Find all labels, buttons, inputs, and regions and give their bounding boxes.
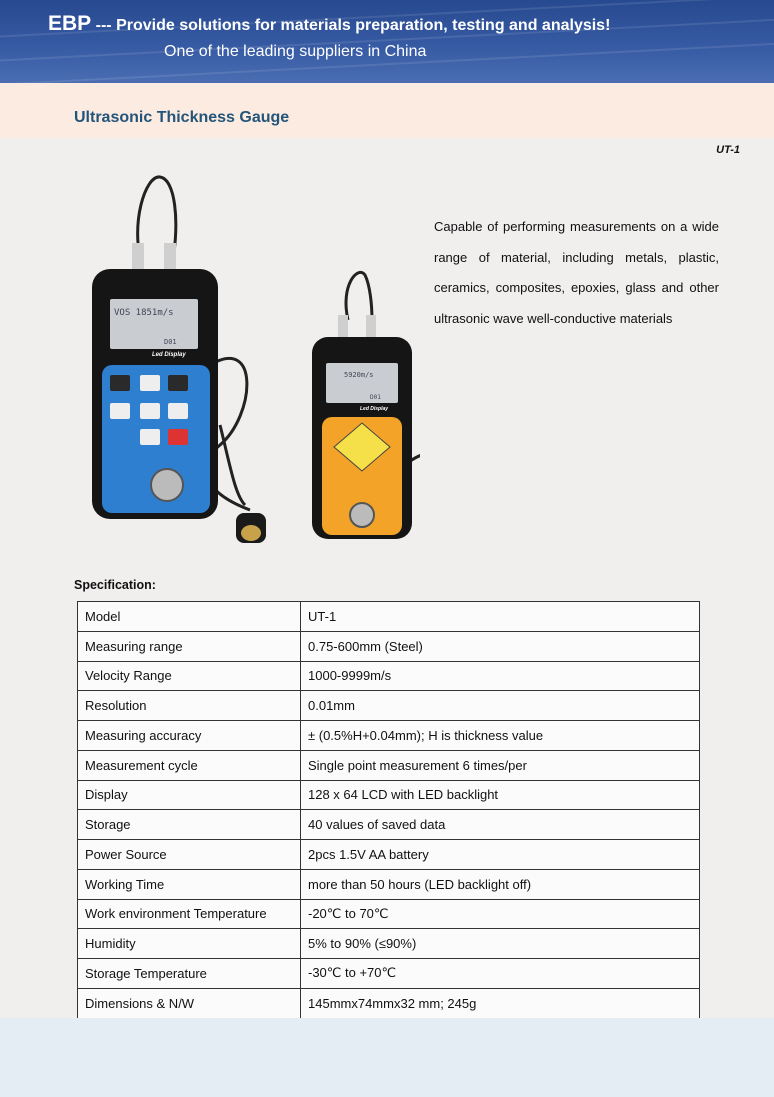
spec-value: 2pcs 1.5V AA battery [301, 840, 700, 870]
spec-value: 40 values of saved data [301, 810, 700, 840]
spec-value: 145mmx74mmx32 mm; 245g [301, 988, 700, 1018]
spec-key: Storage Temperature [78, 959, 301, 989]
spec-key: Measurement cycle [78, 750, 301, 780]
connector [366, 315, 376, 339]
blue-gauge-display [110, 299, 198, 349]
spec-table [77, 601, 700, 1019]
connector [164, 243, 176, 269]
spec-value: 1000-9999m/s [301, 661, 700, 691]
table-row [78, 691, 700, 721]
probe-face [241, 525, 261, 541]
table-row [78, 840, 700, 870]
orange-display-text: 5920m/s [344, 371, 374, 379]
key-cal [140, 403, 160, 419]
product-photo [60, 165, 420, 555]
blue-display-text: VOS 1851m/s [114, 308, 174, 318]
table-row [78, 661, 700, 691]
key-back [168, 375, 188, 391]
table-row [78, 929, 700, 959]
table-row [78, 899, 700, 929]
footer-band [0, 1018, 774, 1097]
spec-key: Working Time [78, 869, 301, 899]
spec-key: Measuring accuracy [78, 721, 301, 751]
brand-tagline: --- Provide solutions for materials preparation, testing and analysis! [91, 17, 611, 34]
brand-subtitle: One of the leading suppliers in China [164, 43, 427, 60]
spec-value: 128 x 64 LCD with LED backlight [301, 780, 700, 810]
spec-key: Power Source [78, 840, 301, 870]
table-row [78, 810, 700, 840]
spec-key: Model [78, 602, 301, 632]
test-block [350, 503, 374, 527]
spec-value: 5% to 90% (≤90%) [301, 929, 700, 959]
spec-value: 0.01mm [301, 691, 700, 721]
spec-key: Humidity [78, 929, 301, 959]
connector [132, 243, 144, 269]
product-description: Capable of performing measurements on a wide range of material, including metals, plastic, ceramics, composites, epoxies, glass and other ultrasonic wave well-conductive materials [434, 219, 719, 326]
blue-led-label: Led Display [152, 352, 186, 358]
table-row [78, 869, 700, 899]
probe-cable [220, 425, 245, 505]
test-block [151, 469, 183, 501]
spec-key: Dimensions & N/W [78, 988, 301, 1018]
spec-value: 0.75-600mm (Steel) [301, 631, 700, 661]
connector [338, 315, 348, 339]
spec-value: UT-1 [301, 602, 700, 632]
spec-value: Single point measurement 6 times/per [301, 750, 700, 780]
header-banner [0, 0, 774, 83]
spec-key: Work environment Temperature [78, 899, 301, 929]
table-row [78, 631, 700, 661]
blue-display-sub: D01 [164, 338, 177, 346]
spec-key: Display [78, 780, 301, 810]
brand-name: EBP [48, 12, 92, 35]
spec-value: ± (0.5%H+0.04mm); H is thickness value [301, 721, 700, 751]
key-vel [140, 375, 160, 391]
key-onoff [168, 429, 188, 445]
orange-gauge-display [326, 363, 398, 403]
spec-key: Resolution [78, 691, 301, 721]
title-band [0, 83, 774, 138]
spec-key: Measuring range [78, 631, 301, 661]
spec-value: -30℃ to +70℃ [301, 959, 700, 989]
table-row [78, 602, 700, 632]
key-down [140, 429, 160, 445]
spec-key: Velocity Range [78, 661, 301, 691]
table-row [78, 988, 700, 1018]
key-right [168, 403, 188, 419]
key-menu [110, 375, 130, 391]
model-tag: UT-1 [716, 144, 740, 156]
table-row [78, 721, 700, 751]
spec-title: Specification: [74, 578, 156, 592]
orange-display-sub: D01 [370, 394, 381, 401]
table-row [78, 959, 700, 989]
orange-led-label: Led Display [360, 406, 389, 412]
brand-line [48, 12, 610, 36]
page-title: Ultrasonic Thickness Gauge [74, 109, 290, 126]
table-row [78, 750, 700, 780]
spec-value: -20℃ to 70℃ [301, 899, 700, 929]
spec-value: more than 50 hours (LED backlight off) [301, 869, 700, 899]
table-row [78, 780, 700, 810]
probe-cable [346, 272, 372, 320]
spec-key: Storage [78, 810, 301, 840]
key-left [110, 403, 130, 419]
